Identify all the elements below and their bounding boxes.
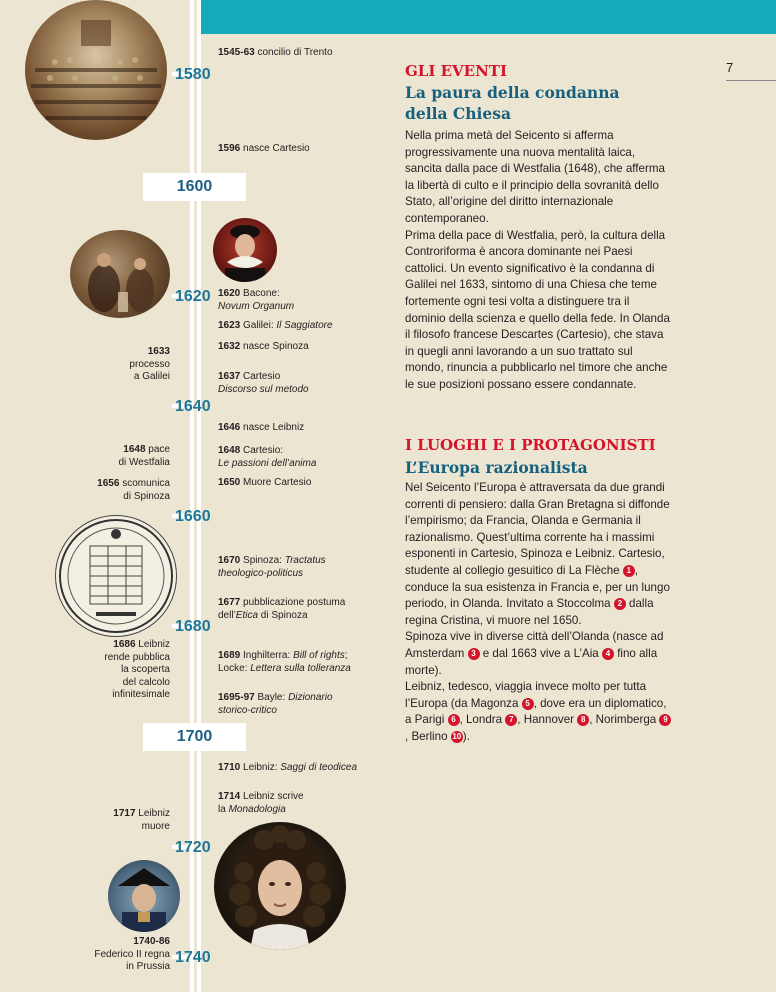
timeline-event: 1620 Bacone: Novum Organum <box>218 288 295 312</box>
timeline-event: 1740-86 Federico II regna in Prussia <box>94 936 170 972</box>
frederick-ii-portrait <box>108 860 180 932</box>
timeline-event: 1670 Spinoza: Tractatus theologico-politicus <box>218 555 326 579</box>
timeline-event: 1545-63 concilio di Trento <box>218 47 333 58</box>
galileo-trial-painting <box>70 230 170 318</box>
timeline-event: 1596 nasce Cartesio <box>218 143 310 154</box>
year-label: 1620 <box>175 288 211 305</box>
council-of-trent-painting <box>25 0 167 140</box>
timeline-event: 1632 nasce Spinoza <box>218 341 309 352</box>
timeline-event: 1648 Cartesio: Le passioni dell’anima <box>218 445 317 469</box>
map-marker-badge: 10 <box>452 731 462 741</box>
century-band-1600: 1600 <box>143 173 246 201</box>
page-number-rule <box>726 80 776 81</box>
section-kicker: GLI EVENTI <box>405 62 507 80</box>
timeline-event: 1646 nasce Leibniz <box>218 422 305 433</box>
leibniz-portrait <box>214 822 346 950</box>
timeline-event: 1689 Inghilterra: Bill of rights; Locke: Lettera sulla tolleranza <box>218 650 351 674</box>
paragraph: Prima della pace di Westfalia, però, la cultura della Controriforma è ancora dominante nei Paesi cattolici. Un evento significativo è la condanna di Galilei nel 1633, sintomo di una Chiesa che teme fortemente ogni tesi volta a distinguere tra il dominio della scienza e quello della fede. In Olanda il filosofo francese Descartes (Cartesio), che stava in quegli anni lavorando a un suo trattato sul mondo, rinuncia a pubblicarlo nel timore che anche le sue posizioni possano essere condannate. <box>405 228 670 391</box>
timeline-event: 1656 scomunica di Spinoza <box>97 478 170 502</box>
paragraph: Nel Seicento l’Europa è attraversata da due grandi correnti di pensiero: dalla Gran Bretagna si diffonde l’empirismo; da Francia, Olanda e Germania il razionalismo. Quest’ultima corrente ha i massimi esponenti in Cartesio, Spinoza e Leibniz. Cartesio, studente al collegio gesuitico di La Flèche 1 , conduce la sua esistenza in Francia e, per un lungo periodo, in Olanda. Invitato a Stoccolma 2 dalla regina Cristina, vi muore nel 1650. <box>405 481 670 627</box>
year-label: 1720 <box>175 839 211 856</box>
timeline-event: 1633 processo a Galilei <box>129 346 170 382</box>
century-band-1700: 1700 <box>143 723 246 751</box>
francis-bacon-portrait <box>213 218 277 282</box>
timeline-event: 1695-97 Bayle: Dizionario storico-critico <box>218 692 333 716</box>
page-number: 7 <box>726 60 734 75</box>
calculus-manuscript-engraving <box>55 515 177 637</box>
map-marker-badge: 7 <box>505 714 517 726</box>
timeline-event: 1710 Leibniz: Saggi di teodicea <box>218 762 358 773</box>
timeline-event: 1686 Leibniz rende pubblica la scoperta del calcolo infinitesimale <box>104 639 170 700</box>
year-label: 1580 <box>175 66 211 83</box>
map-marker-badge: 4 <box>602 648 614 660</box>
map-marker-badge: 2 <box>614 598 626 610</box>
section-kicker: I LUOGHI E I PROTAGONISTI <box>405 436 656 454</box>
map-marker-badge: 8 <box>577 714 589 726</box>
year-label: 1680 <box>175 618 211 635</box>
paragraph: Leibniz, tedesco, viaggia invece molto per tutta l’Europa (da Magonza 5 , dove era un diplomatico, a Parigi 6 , Londra 7 , Hannover 8 , Norimberga 9, Berlino 10 ). <box>405 679 673 745</box>
section-title: La paura della condanna della Chiesa <box>405 83 620 123</box>
timeline-event: 1717 Leibniz muore <box>113 808 170 832</box>
timeline-event: 1648 pace di Westfalia <box>118 444 170 468</box>
section-body <box>405 480 673 746</box>
timeline-event: 1677 pubblicazione postuma dell’Etica di Spinoza <box>218 597 346 621</box>
map-marker-badge: 6 <box>448 714 460 726</box>
timeline-event: 1623 Galilei: Il Saggiatore <box>218 320 333 331</box>
timeline-event: 1714 Leibniz scrive la Monadologia <box>218 791 304 815</box>
map-marker-badge: 3 <box>468 648 480 660</box>
map-marker-badge: 9 <box>659 714 671 726</box>
timeline-event: 1650 Muore Cartesio <box>218 477 312 488</box>
year-label: 1740 <box>175 949 211 966</box>
map-marker-badge: 5 <box>522 698 534 710</box>
timeline-event: 1637 Cartesio Discorso sul metodo <box>218 371 309 395</box>
section-body <box>405 128 673 394</box>
year-label: 1660 <box>175 508 211 525</box>
top-accent-bar <box>200 0 776 34</box>
paragraph: Nella prima metà del Seicento si afferma progressivamente una nuova mentalità laica, sancita dalla pace di Westfalia (1648), che afferma la libertà di culto e il principio della sovranità dello Stato, all’origine del diritto internazionale contemporaneo. <box>405 129 665 225</box>
year-label: 1640 <box>175 398 211 415</box>
section-title: L’Europa razionalista <box>405 458 588 477</box>
paragraph: Spinoza vive in diverse città dell’Olanda (nasce ad Amsterdam 3 e dal 1663 vive a L’Aia 4 fino alla morte). <box>405 630 664 677</box>
map-marker-badge: 1 <box>623 565 635 577</box>
